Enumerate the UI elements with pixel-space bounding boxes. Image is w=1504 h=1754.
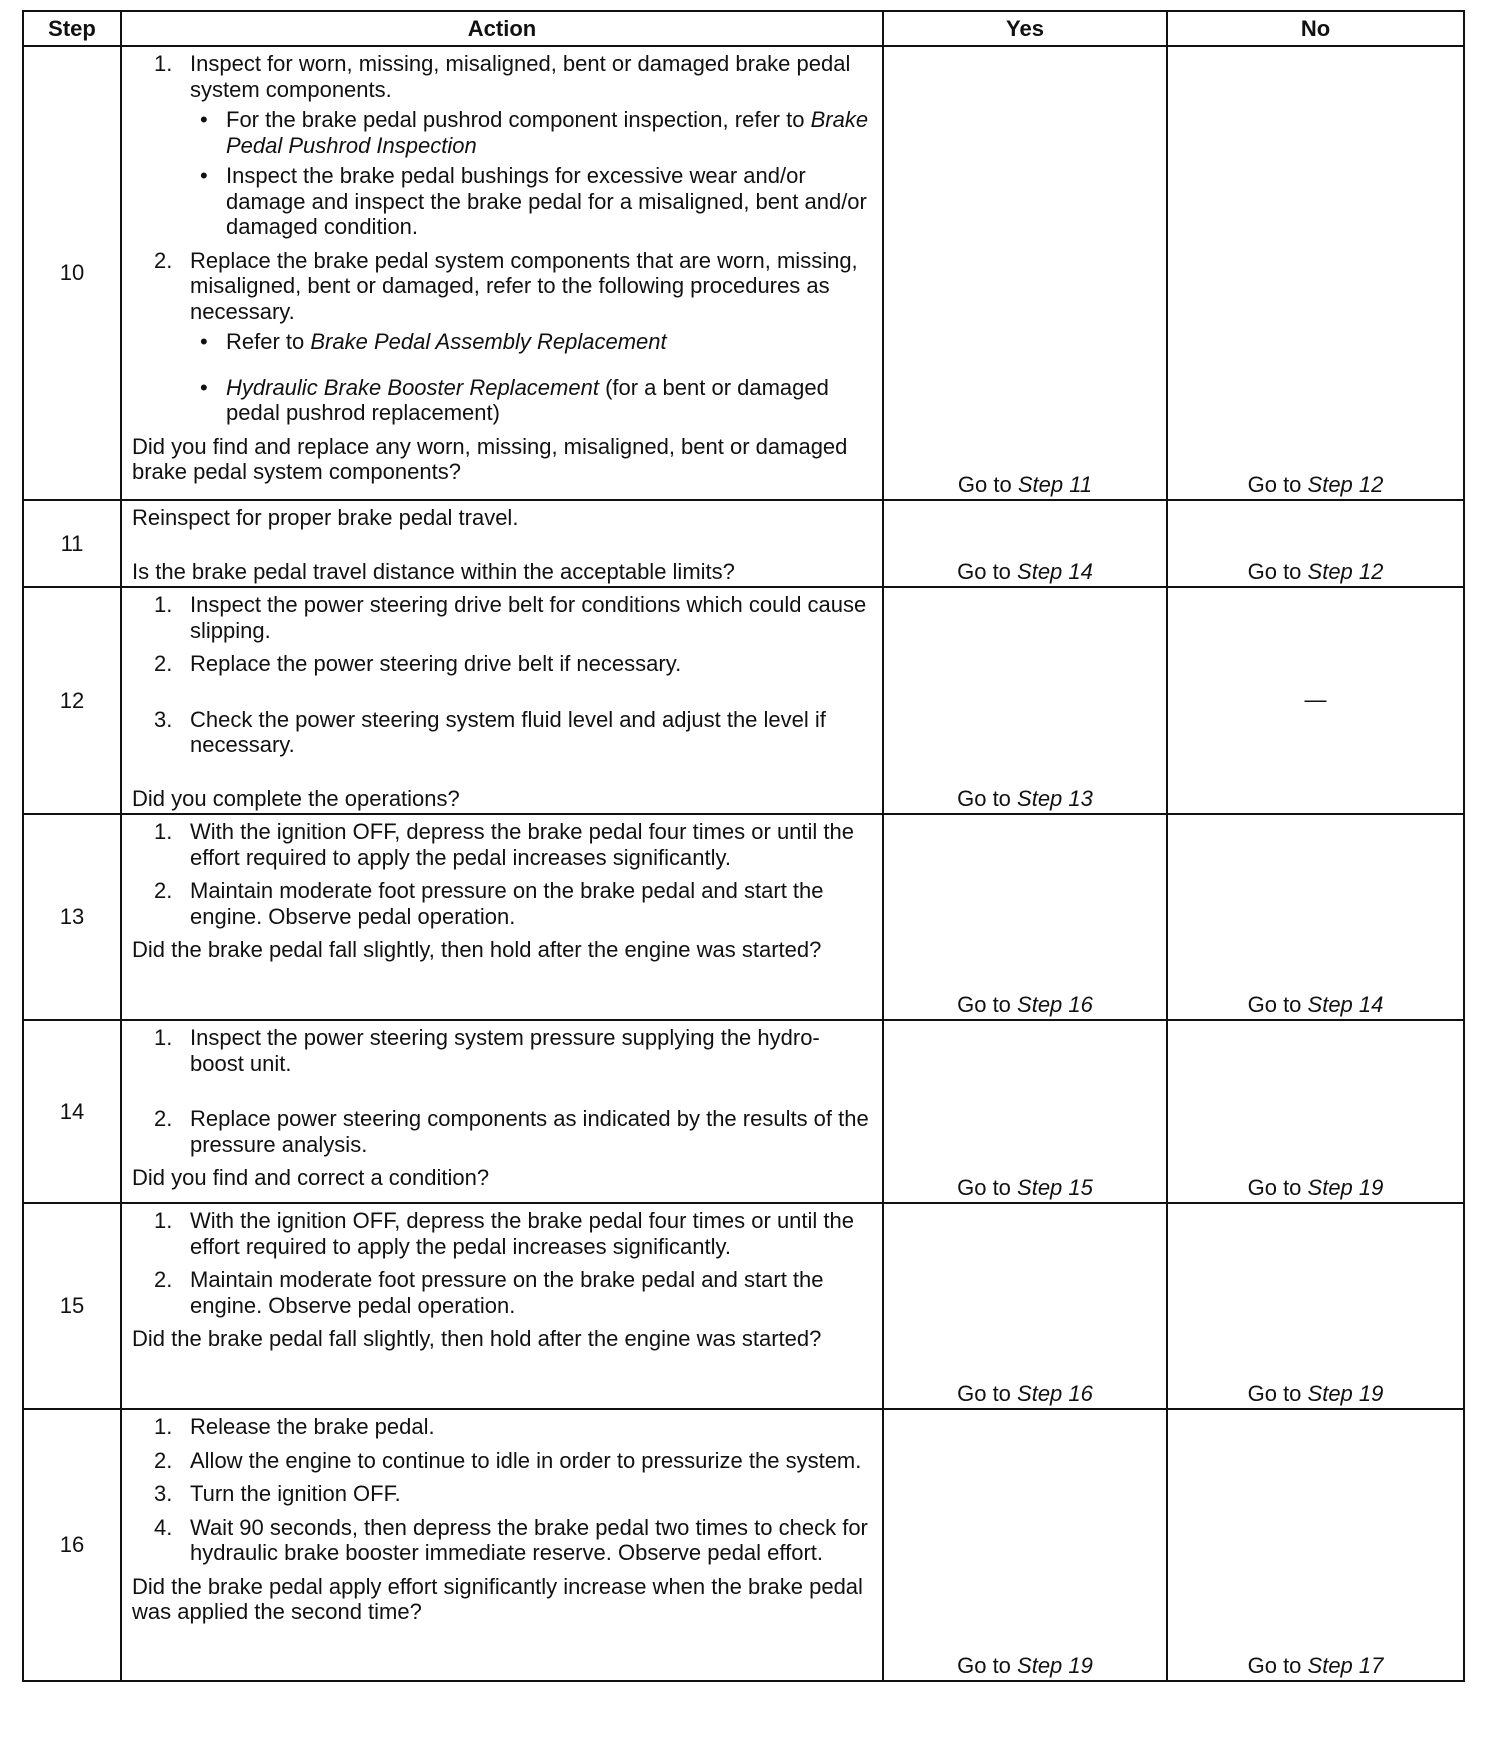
item-text: With the ignition OFF, depress the brake pedal four times or until the effort required to apply the pedal increases significantly. (190, 1208, 854, 1259)
item-number: 1. (154, 51, 173, 76)
no-result (1167, 1203, 1464, 1409)
item-text: Inspect the power steering drive belt for conditions which could cause slipping. (190, 592, 867, 643)
question-text: Did you complete the operations? (132, 785, 460, 811)
bullet-item (190, 329, 872, 355)
item-text: Replace the power steering drive belt if necessary. (190, 651, 682, 676)
item-text: Turn the ignition OFF. (190, 1481, 401, 1506)
action-item (132, 1515, 872, 1566)
yes-result (883, 1409, 1167, 1681)
result-prefix: Go to (1247, 471, 1308, 497)
yes-result (883, 1203, 1167, 1409)
item-number: 2. (154, 1267, 173, 1292)
action-item (132, 878, 872, 929)
action-list (132, 819, 872, 929)
action-item (132, 1106, 872, 1157)
question-text: Did the brake pedal fall slightly, then hold after the engine was started? (132, 1326, 822, 1351)
action-list (132, 1208, 872, 1318)
action-item (132, 51, 872, 240)
item-number: 2. (154, 1447, 173, 1473)
action-item (132, 592, 872, 643)
item-number: 1. (154, 592, 173, 617)
step-link[interactable]: Step 12 (1307, 471, 1384, 497)
step-link[interactable]: Step 15 (1017, 1174, 1093, 1200)
procedure-link[interactable]: Brake Pedal Assembly Replacement (310, 329, 667, 354)
action-item (132, 1481, 872, 1507)
header-no: No (1167, 11, 1464, 46)
action-list (132, 51, 872, 426)
header-row (23, 11, 1464, 46)
diagnostic-table-page (22, 10, 1463, 1682)
yes-result (883, 46, 1167, 500)
step-number: 11 (23, 500, 121, 587)
result-prefix: Go to (1247, 1652, 1308, 1678)
table-row-step-11 (23, 500, 1464, 587)
item-text: Inspect for worn, missing, misaligned, bent or damaged brake pedal system components. (190, 51, 851, 102)
item-text: Allow the engine to continue to idle in order to pressurize the system. (190, 1447, 862, 1473)
bullet-list (190, 107, 872, 240)
header-step: Step (23, 11, 121, 46)
table-row-step-10 (23, 46, 1464, 500)
item-text: Inspect the power steering system pressure supplying the hydro-boost unit. (190, 1025, 820, 1076)
result-prefix: Go to (957, 991, 1018, 1017)
action-cell (121, 46, 883, 500)
step-number: 14 (23, 1020, 121, 1203)
action-cell (121, 587, 883, 814)
step-link[interactable]: Step 16 (1017, 991, 1093, 1017)
result-prefix: Go to (957, 1174, 1018, 1200)
step-number: 12 (23, 587, 121, 814)
action-text: Reinspect for proper brake pedal travel. (132, 505, 519, 530)
item-text: Replace the brake pedal system components that are worn, missing, misaligned, bent or damaged, refer to the following procedures as necessary. (190, 247, 858, 324)
question-text: Is the brake pedal travel distance within the acceptable limits? (132, 558, 735, 584)
result-prefix: Go to (957, 471, 1018, 497)
result-prefix: Go to (957, 558, 1018, 584)
bullet-text: Refer to (226, 329, 311, 354)
action-cell (121, 1409, 883, 1681)
procedure-link[interactable]: Brake Pedal Pushrod Inspection (226, 107, 869, 158)
table-row-step-16 (23, 1409, 1464, 1681)
bullet-item (190, 107, 872, 158)
step-link[interactable]: Step 19 (1017, 1652, 1093, 1678)
bullet-item (190, 375, 872, 426)
result-prefix: Go to (957, 1652, 1018, 1678)
procedure-link[interactable]: Hydraulic Brake Booster Replacement (226, 374, 599, 400)
action-cell (121, 500, 883, 587)
question-text: Did you find and correct a condition? (132, 1165, 490, 1190)
no-result (1167, 1020, 1464, 1203)
action-item (132, 819, 872, 870)
item-number: 2. (154, 651, 173, 676)
action-item (132, 1267, 872, 1318)
item-number: 1. (154, 1025, 173, 1050)
step-number: 15 (23, 1203, 121, 1409)
no-result-dash: — (1167, 587, 1464, 814)
action-item (132, 248, 872, 426)
header-yes: Yes (883, 11, 1167, 46)
result-prefix: Go to (1247, 1174, 1308, 1200)
item-text: Wait 90 seconds, then depress the brake pedal two times to check for hydraulic brake booster immediate reserve. Observe pedal effort. (190, 1514, 868, 1565)
action-cell (121, 1020, 883, 1203)
action-cell (121, 1203, 883, 1409)
bullet-text: Inspect the brake pedal bushings for excessive wear and/or damage and inspect the brake pedal for a misaligned, bent and/or damaged condition. (226, 163, 867, 239)
no-result (1167, 46, 1464, 500)
action-cell (121, 814, 883, 1020)
action-item (132, 1414, 872, 1440)
item-text: Maintain moderate foot pressure on the brake pedal and start the engine. Observe pedal operation. (190, 878, 824, 929)
bullet-text: (for a bent or damaged pedal pushrod replacement) (226, 374, 829, 425)
action-item (132, 651, 872, 677)
no-result (1167, 500, 1464, 587)
step-link[interactable]: Step 13 (1017, 785, 1093, 811)
result-prefix: Go to (1247, 991, 1308, 1017)
table-row-step-14 (23, 1020, 1464, 1203)
action-list (132, 1414, 872, 1566)
step-link[interactable]: Step 19 (1307, 1380, 1384, 1406)
item-number: 2. (154, 247, 173, 273)
yes-result (883, 500, 1167, 587)
no-result (1167, 1409, 1464, 1681)
item-text: Replace power steering components as indicated by the results of the pressure analysis. (190, 1106, 869, 1157)
item-number: 1. (154, 1208, 173, 1233)
table-row-step-13 (23, 814, 1464, 1020)
item-number: 3. (154, 706, 173, 732)
table-row-step-15 (23, 1203, 1464, 1409)
result-prefix: Go to (957, 785, 1018, 811)
item-text: Release the brake pedal. (190, 1414, 435, 1439)
action-item (132, 707, 872, 758)
question-text: Did the brake pedal fall slightly, then hold after the engine was started? (132, 937, 822, 962)
result-prefix: Go to (1247, 558, 1308, 584)
question-text: Did the brake pedal apply effort significantly increase when the brake pedal was applied the second time? (132, 1573, 863, 1624)
step-number: 13 (23, 814, 121, 1020)
bullet-text: For the brake pedal pushrod component inspection, refer to (226, 107, 811, 132)
header-action: Action (121, 11, 883, 46)
yes-result (883, 587, 1167, 814)
item-number: 4. (154, 1514, 173, 1540)
item-number: 2. (154, 1106, 173, 1131)
step-link[interactable]: Step 17 (1307, 1652, 1384, 1678)
item-text: Check the power steering system fluid level and adjust the level if necessary. (190, 706, 826, 757)
step-link[interactable]: Step 19 (1307, 1174, 1384, 1200)
step-link[interactable]: Step 16 (1017, 1380, 1093, 1406)
item-number: 3. (154, 1481, 173, 1506)
yes-result (883, 814, 1167, 1020)
item-text: Maintain moderate foot pressure on the brake pedal and start the engine. Observe pedal operation. (190, 1267, 824, 1318)
no-result (1167, 814, 1464, 1020)
step-link[interactable]: Step 14 (1307, 991, 1384, 1017)
action-item (132, 1448, 872, 1474)
item-number: 2. (154, 878, 173, 903)
table-row-step-12 (23, 587, 1464, 814)
step-link[interactable]: Step 12 (1307, 558, 1384, 584)
action-list (132, 1025, 872, 1157)
diagnostic-table (22, 10, 1465, 1682)
result-prefix: Go to (957, 1380, 1018, 1406)
bullet-list (190, 329, 872, 426)
item-text: With the ignition OFF, depress the brake pedal four times or until the effort required to apply the pedal increases significantly. (190, 819, 854, 870)
step-number: 16 (23, 1409, 121, 1681)
action-list (132, 592, 872, 758)
action-item (132, 1208, 872, 1259)
step-link[interactable]: Step 14 (1017, 558, 1093, 584)
item-number: 1. (154, 1414, 173, 1439)
step-link[interactable]: Step 11 (1017, 471, 1093, 497)
bullet-item (190, 163, 872, 240)
yes-result (883, 1020, 1167, 1203)
action-item (132, 1025, 872, 1076)
step-number: 10 (23, 46, 121, 500)
item-number: 1. (154, 819, 173, 844)
question-text: Did you find and replace any worn, missing, misaligned, bent or damaged brake pedal system components? (132, 433, 848, 484)
result-prefix: Go to (1247, 1380, 1308, 1406)
